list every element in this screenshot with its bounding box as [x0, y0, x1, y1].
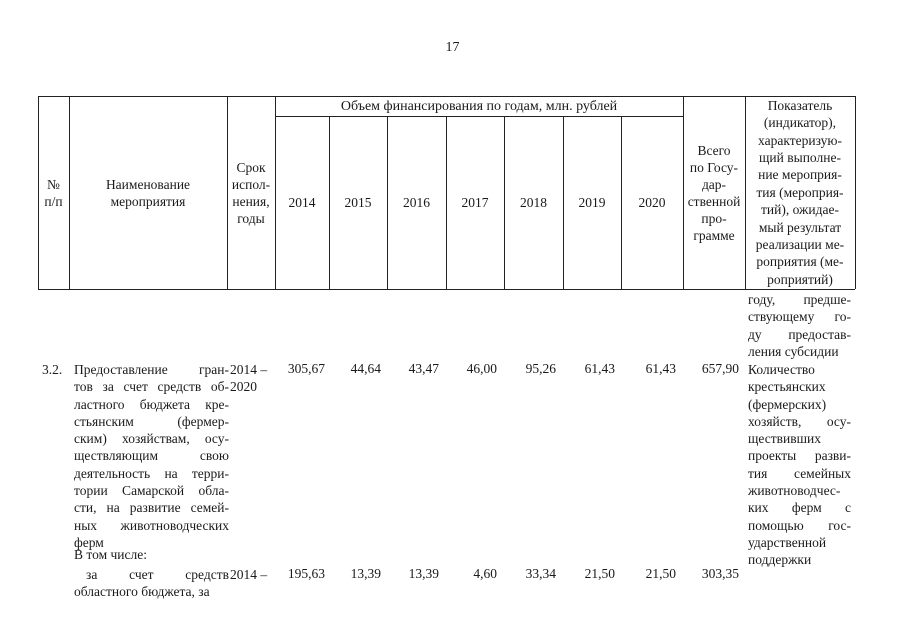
text-line: ферм	[74, 534, 104, 550]
text-line: хозяйств, осу-	[748, 413, 851, 429]
text-line: ких ферм с	[748, 500, 851, 516]
text-line: поддержки	[748, 552, 812, 568]
header-year: 2015	[344, 195, 372, 210]
value-cell: 13,39	[350, 566, 381, 581]
header-indicator: Показатель (индикатор), характеризую- щий выполне- ние мероприя- тия (мероприя- тий), ожидае- мый результат реализации ме- роприятия (ме- роприятий)	[755, 97, 845, 287]
value-cell: 44,64	[350, 361, 381, 376]
value-cell: 95,26	[525, 361, 556, 376]
row-term	[230, 361, 267, 396]
value-cell: 61,43	[645, 361, 676, 376]
row-indicator	[748, 361, 851, 569]
text-line: Предоставление гран-	[74, 362, 229, 377]
total-cell: 303,35	[701, 566, 739, 581]
header-year: 2019	[578, 195, 606, 210]
value-cell: 195,63	[287, 566, 325, 581]
header-name: Наименование мероприятия	[105, 176, 191, 209]
header-number: № п/п	[44, 176, 63, 209]
text-line: ским) хозяйствам, осу-	[74, 431, 229, 447]
text-line: 2020	[230, 379, 257, 395]
text-line: ластного бюджета кре-	[74, 396, 229, 412]
value-cell: 13,39	[408, 566, 439, 581]
header-year: 2016	[403, 195, 430, 210]
header-year: 2018	[520, 195, 547, 210]
header-year: 2014	[288, 195, 316, 210]
value-cell: 43,47	[408, 361, 439, 376]
header-financing-title: Объем финансирования по годам, млн. рублей	[340, 98, 618, 114]
text-line: тия семейных	[748, 465, 851, 481]
text-line: ных животноводческих	[74, 517, 229, 533]
text-line: помощью гос-	[748, 517, 851, 533]
text-line: ду предостав-	[748, 326, 851, 342]
text-line: ударственной	[748, 534, 827, 550]
text-line: деятельность на терри-	[74, 465, 229, 481]
header-year: 2017	[461, 195, 489, 210]
text-line: сти, на развитие семей-	[74, 500, 229, 516]
col-border	[855, 96, 856, 289]
text-line: за счет средств	[86, 567, 229, 582]
value-cell: 33,34	[525, 566, 556, 581]
text-line: ществляющим свою	[74, 448, 229, 464]
total-cell: 657,90	[701, 361, 739, 376]
text-line: году, предше-	[748, 292, 851, 307]
header-term: Срок испол- нения, годы	[231, 159, 271, 226]
value-cell: 4,60	[473, 566, 497, 581]
value-cell: 21,50	[645, 566, 676, 581]
text-line: тории Самарской обла-	[74, 483, 229, 499]
text-line: ществивших	[748, 431, 821, 447]
subrow-name	[86, 566, 229, 583]
indicator-continuation	[748, 291, 851, 360]
value-cell: 21,50	[584, 566, 615, 581]
text-line: Количество	[748, 362, 815, 377]
text-line: стьянским (фермер-	[74, 413, 229, 429]
text-line: тов за счет средств об-	[74, 379, 229, 395]
header-year: 2020	[638, 195, 666, 210]
text-line: областного бюджета, за	[74, 584, 210, 599]
row-number: 3.2.	[42, 362, 63, 377]
text-line: (фермерских)	[748, 396, 827, 412]
header-bottom-border	[38, 289, 855, 290]
value-cell: 61,43	[584, 361, 615, 376]
page-number: 17	[445, 40, 460, 55]
text-line: ствующему го-	[748, 309, 851, 325]
value-cell: 46,00	[466, 361, 497, 376]
subrow-name-cont	[74, 583, 229, 600]
text-line: ления субсидии	[748, 343, 839, 359]
value-cell: 305,67	[287, 361, 325, 376]
text-line: крестьянских	[748, 379, 826, 395]
header-total: Всего по Госу- дар- ственной про- грамме	[687, 142, 741, 243]
text-line: 2014 –	[230, 362, 268, 377]
subrow-term: 2014 –	[230, 567, 268, 582]
text-line: проекты разви-	[748, 448, 851, 464]
text-line: животноводчес-	[748, 483, 841, 499]
row-name	[74, 361, 229, 551]
including-label: В том числе:	[74, 547, 147, 562]
